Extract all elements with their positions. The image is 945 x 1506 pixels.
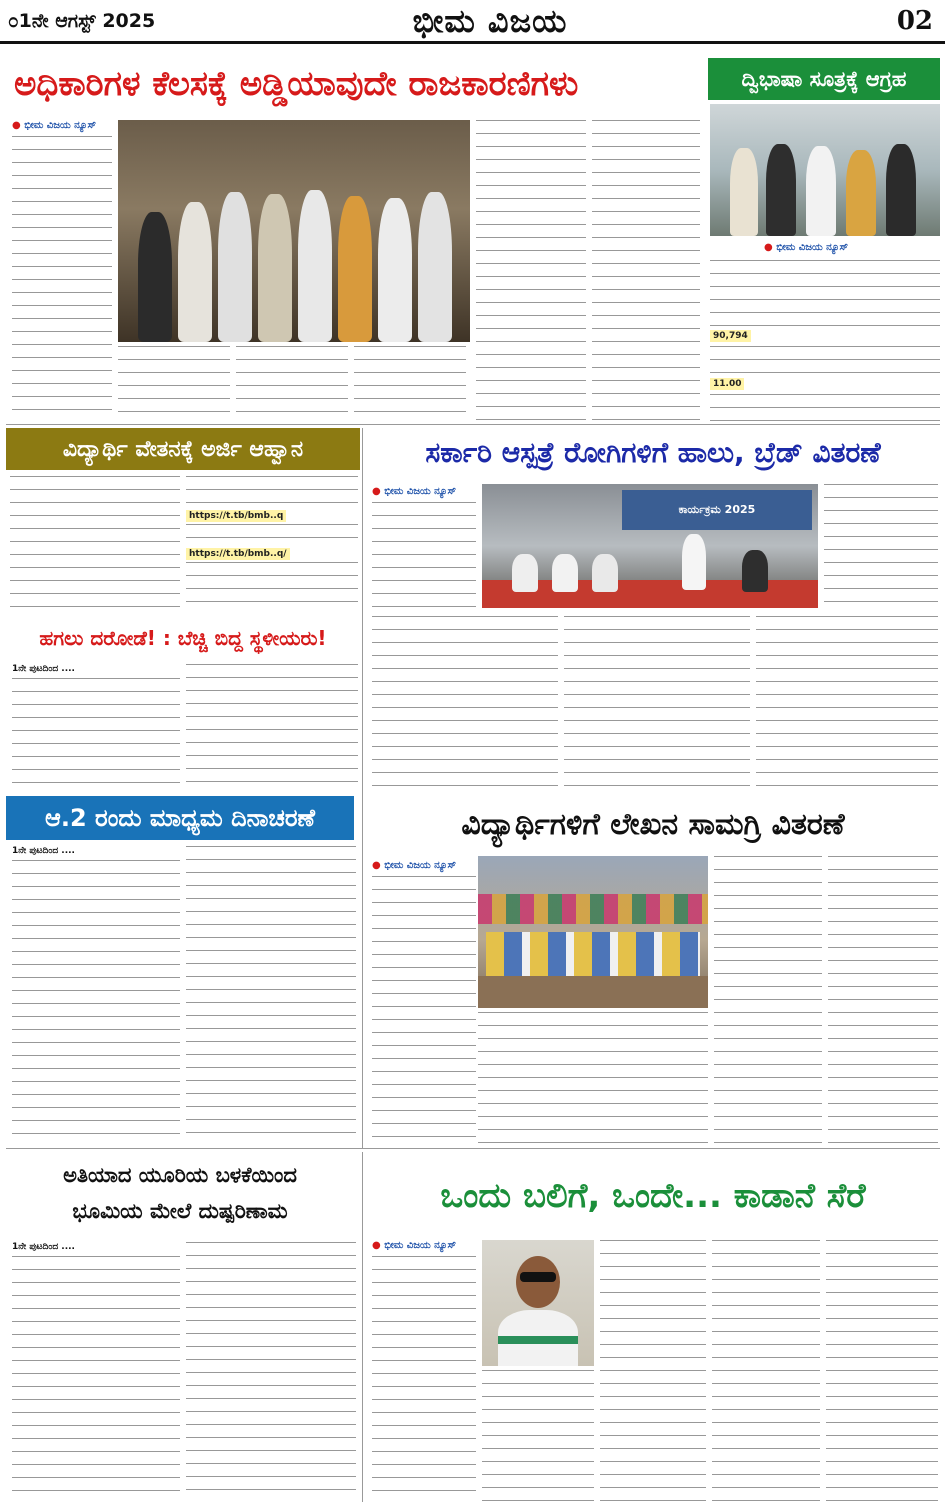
media-day-col1 bbox=[12, 860, 180, 1144]
main-story-col1 bbox=[12, 136, 112, 421]
main-byline: ● ಭೀಮ ವಿಜಯ ನ್ಯೂಸ್ bbox=[12, 120, 112, 134]
hospital-event-banner: ಕಾರ್ಯಕ್ರಮ 2025 bbox=[622, 490, 812, 530]
masthead bbox=[0, 0, 945, 44]
stationery-photo bbox=[478, 856, 708, 1008]
hospital-col-right bbox=[824, 484, 938, 612]
stationery-headline: ವಿದ್ಯಾರ್ಥಿಗಳಿಗೆ ಲೇಖನ ಸಾಮಗ್ರಿ ವಿತರಣೆ bbox=[366, 796, 940, 852]
urea-headline bbox=[6, 1150, 354, 1236]
main-headline: ಅಧಿಕಾರಿಗಳ ಕೆಲಸಕ್ಕೆ ಅಡ್ಡಿಯಾವುದೇ ರಾಜಕಾರಣಿಗಳು bbox=[6, 56, 700, 112]
forest-headline: ಒಂದು ಬಲಿಗೆ, ಒಂದೇ... ಕಾಡಾನೆ ಸೆರೆ bbox=[366, 1158, 940, 1234]
stationery-byline: ● ಭೀಮ ವಿಜಯ ನ್ಯೂಸ್ bbox=[372, 860, 476, 874]
divider bbox=[6, 1148, 940, 1149]
main-story-photo bbox=[118, 120, 470, 342]
divider bbox=[6, 424, 940, 425]
robbery-col1 bbox=[12, 678, 180, 790]
scholarship-headline: ವಿದ್ಯಾರ್ಥಿ ವೇತನಕ್ಕೆ ಅರ್ಜಿ ಆಹ್ವಾನ bbox=[6, 428, 360, 470]
media-day-dateline: 1ನೇ ಪುಟದಿಂದ .... bbox=[12, 846, 75, 856]
scholarship-link-2[interactable]: https://t.tb/bmb..q/ bbox=[186, 548, 290, 560]
hospital-col4 bbox=[756, 616, 938, 792]
robbery-headline: ಹಗಲು ದರೋಡೆ! : ಬೆಚ್ಚಿ ಬಿದ್ದ ಸ್ಥಳೀಯರು! bbox=[6, 618, 360, 658]
stationery-col3 bbox=[714, 856, 822, 1144]
bilingual-headline: ದ್ವಿಭಾಷಾ ಸೂತ್ರಕ್ಕೆ ಆಗ್ರಹ bbox=[708, 58, 940, 100]
forest-col2 bbox=[482, 1370, 594, 1502]
robbery-col2 bbox=[186, 664, 358, 790]
bilingual-story bbox=[710, 260, 940, 422]
hospital-headline: ಸರ್ಕಾರಿ ಆಸ್ಪತ್ರೆ ರೋಗಿಗಳಿಗೆ ಹಾಲು, ಬ್ರೆಡ್ ವಿತರಣೆ bbox=[366, 428, 940, 478]
media-day-headline: ಆ.2 ರಂದು ಮಾಧ್ಯಮ ದಿನಾಚರಣೆ bbox=[6, 796, 354, 840]
forest-col3 bbox=[600, 1240, 706, 1502]
urea-col1 bbox=[12, 1256, 180, 1502]
stationery-col2 bbox=[478, 1012, 708, 1144]
forest-col1 bbox=[372, 1256, 476, 1502]
main-story-col5 bbox=[476, 120, 586, 422]
urea-col2 bbox=[186, 1242, 356, 1502]
scholarship-link-1[interactable]: https://t.tb/bmb..q bbox=[186, 510, 286, 522]
main-story-col4 bbox=[354, 346, 466, 422]
column-divider bbox=[362, 428, 363, 1148]
urea-headline-line1: ಅತಿಯಾದ ಯೂರಿಯ ಬಳಕೆಯಿಂದ bbox=[63, 1163, 297, 1187]
newspaper-title: ಭೀಮ ವಿಜಯ bbox=[412, 2, 568, 40]
scholarship-col2 bbox=[186, 476, 358, 614]
bilingual-figure: 90,794 bbox=[710, 330, 751, 342]
urea-headline-line2: ಭೂಮಿಯ ಮೇಲೆ ದುಷ್ಪರಿಣಾಮ bbox=[72, 1199, 288, 1223]
bilingual-time: 11.00 bbox=[710, 378, 744, 390]
column-divider bbox=[362, 1152, 363, 1502]
stationery-col1 bbox=[372, 876, 476, 1144]
hospital-col1 bbox=[372, 502, 476, 612]
main-story-col2 bbox=[118, 346, 230, 422]
page-number: 02 bbox=[896, 6, 933, 36]
issue-date: ೦1ನೇ ಆಗಸ್ಟ್ 2025 bbox=[8, 10, 156, 32]
forest-col5 bbox=[826, 1240, 938, 1502]
forest-portrait bbox=[482, 1240, 594, 1366]
forest-col4 bbox=[712, 1240, 820, 1502]
main-story-col6 bbox=[592, 120, 700, 422]
forest-byline: ● ಭೀಮ ವಿಜಯ ನ್ಯೂಸ್ bbox=[372, 1240, 476, 1254]
bilingual-byline: ● ಭೀಮ ವಿಜಯ ನ್ಯೂಸ್ bbox=[764, 242, 904, 256]
urea-dateline: 1ನೇ ಪುಟದಿಂದ .... bbox=[12, 1242, 75, 1252]
hospital-col2 bbox=[372, 616, 558, 792]
hospital-col3 bbox=[564, 616, 750, 792]
hospital-photo bbox=[482, 484, 818, 608]
main-story-col3 bbox=[236, 346, 348, 422]
scholarship-col1 bbox=[10, 476, 180, 614]
bilingual-photo bbox=[710, 104, 940, 236]
stationery-col4 bbox=[828, 856, 938, 1144]
media-day-col2 bbox=[186, 846, 356, 1144]
hospital-byline: ● ಭೀಮ ವಿಜಯ ನ್ಯೂಸ್ bbox=[372, 486, 476, 500]
robbery-dateline: 1ನೇ ಪುಟದಿಂದ .... bbox=[12, 664, 75, 674]
